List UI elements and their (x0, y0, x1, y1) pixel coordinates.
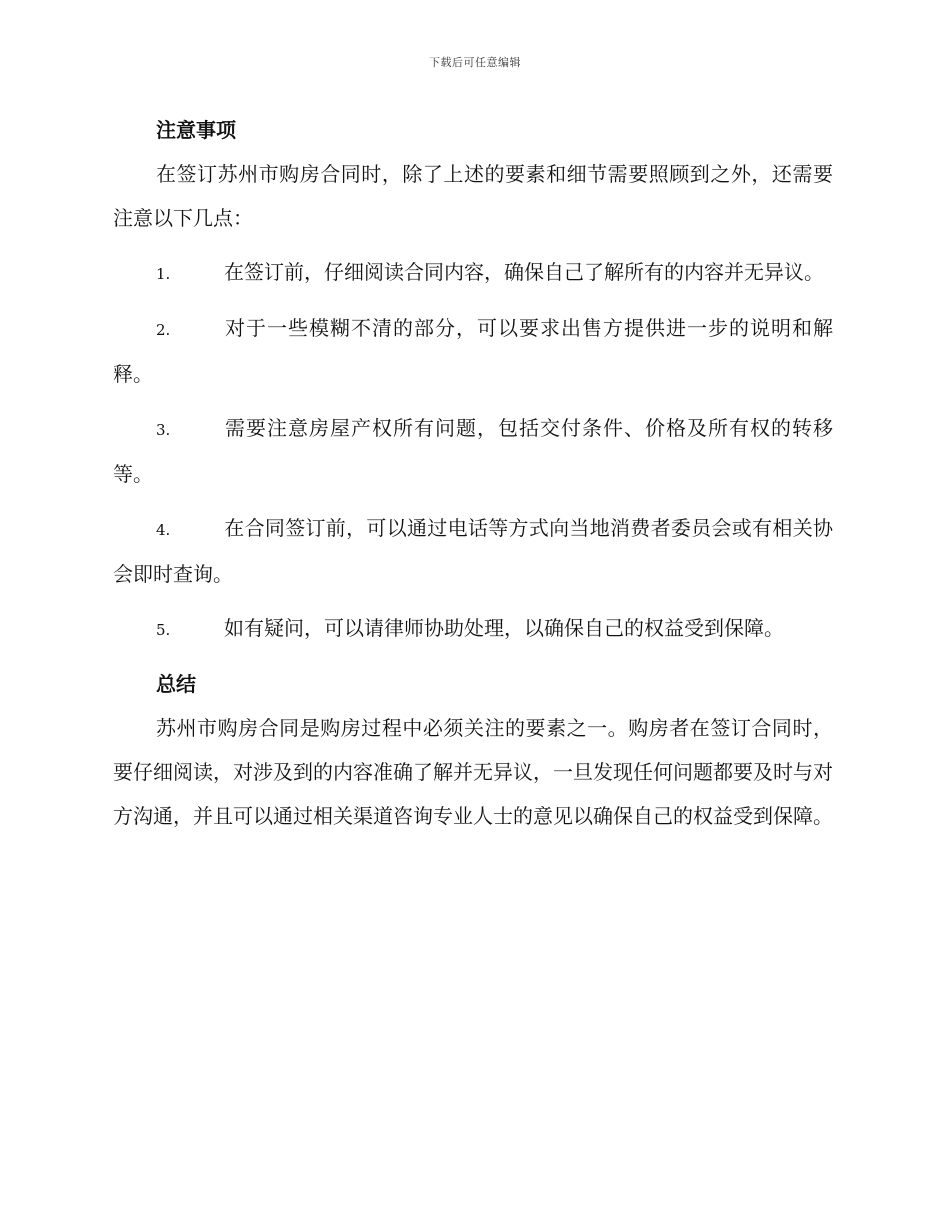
list-item-number: 3. (156, 421, 171, 439)
list-item (113, 406, 833, 496)
list-item (113, 506, 833, 596)
section-title-summary: 总结 (156, 672, 196, 696)
list-item-text: 如有疑问，可以请律师协助处理，以确保自己的权益受到保障。 (224, 616, 784, 640)
list-item (113, 250, 833, 296)
section-title-notes: 注意事项 (156, 118, 236, 142)
document-content (113, 108, 833, 848)
list-item-text: 在签订前，仔细阅读合同内容，确保自己了解所有的内容并无异议。 (224, 260, 824, 284)
list-item-number: 2. (156, 321, 171, 339)
list-item-number: 5. (156, 621, 171, 639)
list-item (113, 306, 833, 396)
list-item-number: 4. (156, 521, 171, 539)
list-item-text: 在合同签订前，可以通过电话等方式向当地消费者委员会或有相关协会即时查询。 (113, 516, 833, 586)
list-item (113, 606, 833, 652)
notes-intro-paragraph: 在签订苏州市购房合同时，除了上述的要素和细节需要照顾到之外，还需要注意以下几点： (113, 162, 833, 230)
list-item-number: 1. (156, 265, 171, 283)
header-note: 下载后可任意编辑 (429, 56, 521, 69)
list-item-text: 需要注意房屋产权所有问题，包括交付条件、价格及所有权的转移等。 (113, 416, 833, 486)
list-item-text: 对于一些模糊不清的部分，可以要求出售方提供进一步的说明和解释。 (113, 316, 833, 386)
summary-paragraph: 苏州市购房合同是购房过程中必须关注的要素之一。购房者在签订合同时，要仔细阅读，对涉及到的内容准确了解并无异议，一旦发现任何问题都要及时与对方沟通，并且可以通过相关渠道咨询专业人士的意见以确保自己的权益受到保障。 (113, 716, 833, 828)
